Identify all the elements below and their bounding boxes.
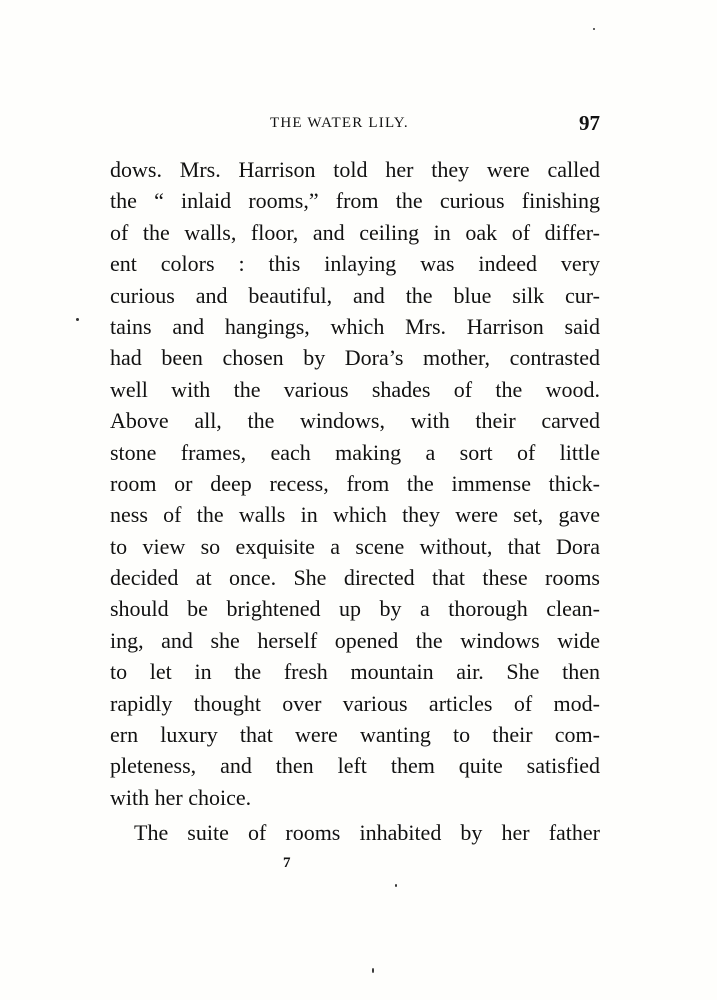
text-line: Above all, the windows, with their carved	[110, 408, 600, 434]
text-line: had been chosen by Dora’s mother, contrasted	[110, 345, 600, 371]
page-number: 97	[579, 111, 600, 135]
text-line: The suite of rooms inhabited by her father	[134, 820, 600, 846]
signature-mark: 7	[283, 855, 291, 871]
print-speck	[395, 884, 397, 887]
text-line: of the walls, floor, and ceiling in oak of differ-	[110, 219, 600, 245]
text-line: should be brightened up by a thorough clean-	[110, 596, 600, 622]
running-head	[110, 112, 600, 140]
text-line: well with the various shades of the wood.	[110, 376, 600, 402]
text-line: with her choice.	[110, 784, 252, 810]
text-line: rapidly thought over various articles of mod-	[110, 690, 600, 716]
text-line: curious and beautiful, and the blue silk cur-	[110, 282, 600, 308]
text-line: decided at once. She directed that these rooms	[110, 565, 600, 591]
text-line: ern luxury that were wanting to their com-	[110, 722, 600, 748]
text-line: to let in the fresh mountain air. She then	[110, 659, 600, 685]
print-speck	[76, 318, 79, 321]
text-line: dows. Mrs. Harrison told her they were called	[110, 157, 600, 182]
text-line: stone frames, each making a sort of little	[110, 439, 600, 465]
text-line: pleteness, and then left them quite satisfied	[110, 753, 600, 779]
body-text	[110, 154, 600, 849]
text-line: ent colors : this inlaying was indeed very	[110, 251, 600, 277]
running-title: THE WATER LILY.	[270, 115, 409, 131]
print-speck	[593, 28, 595, 30]
text-line: to view so exquisite a scene without, that Dora	[110, 533, 600, 559]
text-line: ness of the walls in which they were set, gave	[110, 502, 600, 528]
text-line: tains and hangings, which Mrs. Harrison said	[110, 313, 600, 339]
text-line: room or deep recess, from the immense thick-	[110, 470, 600, 496]
text-line: ing, and she herself opened the windows wide	[110, 627, 600, 653]
text-line: the “ inlaid rooms,” from the curious finishing	[110, 188, 600, 214]
print-speck	[372, 968, 374, 973]
